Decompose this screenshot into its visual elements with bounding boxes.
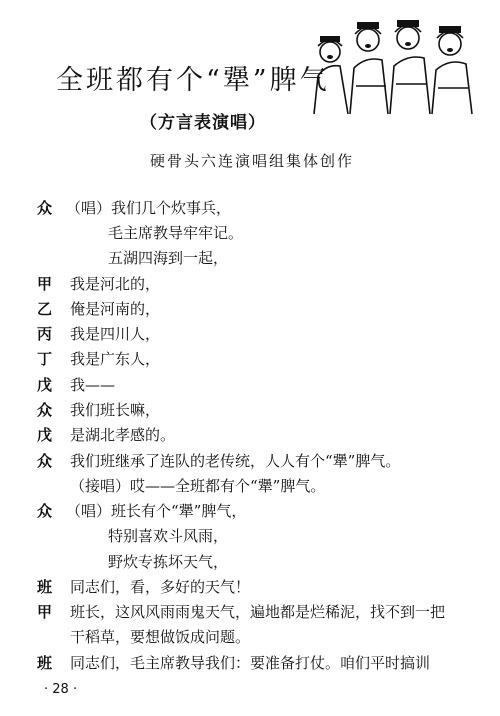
page-title: 全班都有个“犟”脾气	[56, 65, 330, 96]
speaker-label: 甲	[37, 603, 53, 621]
page-number: · 28 ·	[44, 682, 78, 697]
line-text: 我们班继承了连队的老传统，人人有个“犟”脾气。	[70, 452, 401, 470]
script-line	[0, 297, 500, 321]
line-text: 我——	[70, 376, 116, 394]
speaker-label: 众	[37, 502, 53, 520]
line-text: 毛主席教导牢牢记。	[108, 224, 244, 242]
speaker-label: 甲	[37, 275, 53, 293]
script-line	[0, 524, 500, 548]
script-line	[0, 474, 500, 498]
script-line	[0, 272, 500, 296]
script-line	[0, 449, 500, 473]
script-line	[0, 499, 500, 523]
speaker-label: 戊	[37, 376, 53, 394]
line-text: 同志们，毛主席教导我们：要准备打仗。咱们平时搞训	[70, 654, 431, 672]
speaker-label: 戊	[37, 426, 53, 444]
author-byline: 硬骨头六连演唱组集体创作	[150, 152, 355, 170]
line-text: 野炊专拣坏天气，	[108, 553, 229, 571]
speaker-label: 班	[37, 654, 53, 672]
line-text: 我是广东人，	[70, 350, 161, 368]
line-text: 我是河北的，	[70, 275, 161, 293]
line-text: 班长，这风风雨雨鬼天气，遍地都是烂稀泥，找不到一把	[70, 603, 446, 621]
line-text: 五湖四海到一起，	[108, 249, 229, 267]
speaker-label: 丙	[37, 325, 53, 343]
line-text: （接唱）哎——全班都有个“犟”脾气。	[70, 477, 326, 495]
line-text: 我是四川人，	[70, 325, 161, 343]
line-text: 俺是河南的，	[70, 300, 161, 318]
script-line	[0, 600, 500, 624]
speaker-label: 班	[37, 578, 53, 596]
script-line	[0, 322, 500, 346]
script-line	[0, 625, 500, 649]
script-line	[0, 221, 500, 245]
speaker-label: 众	[37, 199, 53, 217]
line-text: （唱）我们几个炊事兵，	[66, 199, 232, 217]
script-line	[0, 423, 500, 447]
script-line	[0, 196, 500, 220]
script-line	[0, 347, 500, 371]
speaker-label: 丁	[37, 350, 53, 368]
script-line	[0, 651, 500, 675]
speaker-label: 乙	[37, 300, 53, 318]
script-line	[0, 246, 500, 270]
script-line	[0, 398, 500, 422]
page-subtitle: （方言表演唱）	[140, 113, 266, 133]
script-line	[0, 575, 500, 599]
script-line	[0, 550, 500, 574]
speaker-label: 众	[37, 401, 53, 419]
line-text: 同志们，看，多好的天气！	[70, 578, 251, 596]
line-text: 是湖北孝感的。	[70, 426, 176, 444]
script-line	[0, 373, 500, 397]
speaker-label: 众	[37, 452, 53, 470]
line-text: （唱）班长有个“犟”脾气，	[66, 502, 247, 520]
line-text: 干稻草，要想做饭成问题。	[70, 628, 251, 646]
line-text: 我们班长嘛，	[70, 401, 161, 419]
line-text: 特别喜欢斗风雨，	[108, 527, 229, 545]
